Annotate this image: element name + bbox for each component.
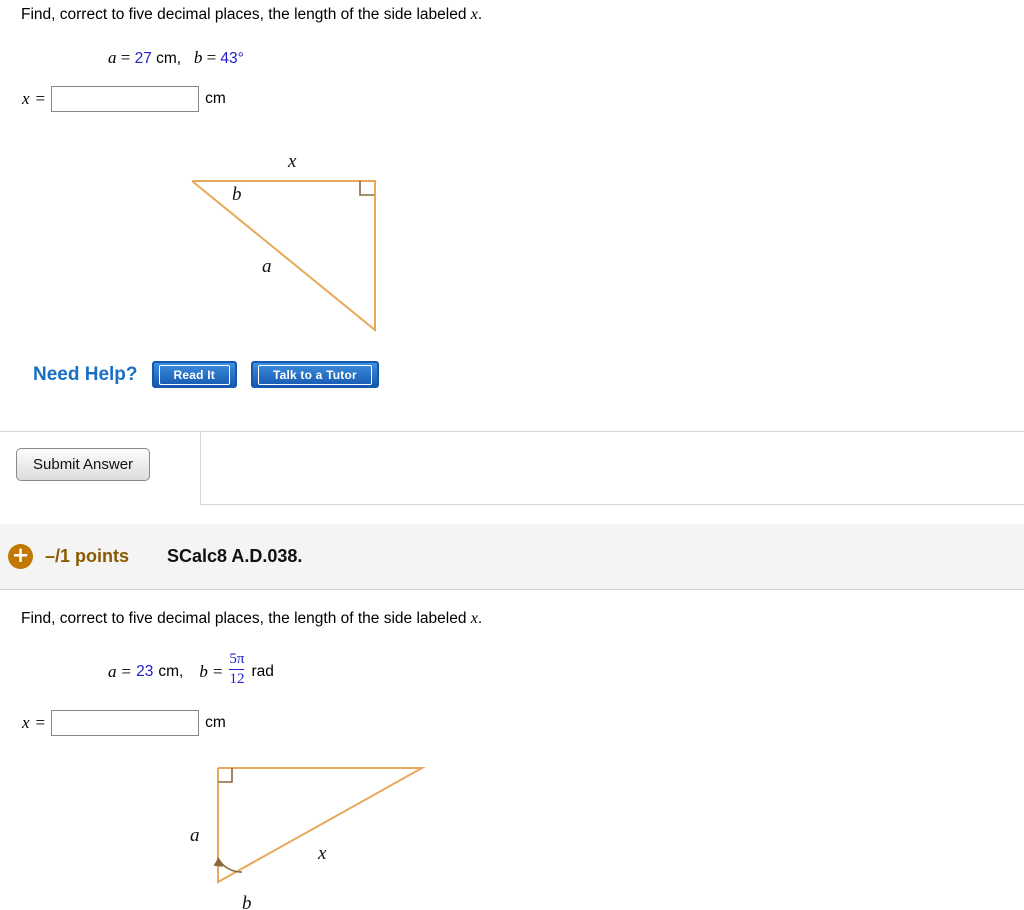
- question-1-figure: [170, 135, 430, 345]
- triangle-diagram-2: [170, 754, 460, 910]
- question-1-prompt-period: .: [477, 6, 483, 23]
- question-1-need-help: [33, 361, 379, 388]
- answer-input-2[interactable]: [51, 710, 199, 736]
- question-2-header: [0, 524, 1024, 590]
- question-1-prompt-text: Find, correct to five decimal places, the length of the side labeled: [21, 6, 471, 23]
- talk-to-tutor-button[interactable]: [251, 361, 379, 388]
- right-angle-marker-1: [360, 181, 374, 195]
- answer-unit-1: cm: [205, 90, 226, 107]
- question-2-prompt-period: .: [477, 610, 483, 627]
- question-1-prompt-variable: x: [470, 6, 478, 23]
- question-2-givens: [108, 651, 274, 691]
- question-2-prompt: [21, 609, 482, 629]
- answer-input-1[interactable]: [51, 86, 199, 112]
- given-b-equals-2: =: [212, 662, 223, 682]
- given-b-fraction: [229, 652, 244, 689]
- fraction-numerator: 5π: [229, 651, 245, 667]
- fraction-denominator: 12: [229, 671, 245, 688]
- given-a-label: a: [108, 48, 117, 67]
- submit-bar: [0, 431, 1024, 505]
- given-b-label-2: b: [199, 662, 208, 682]
- question-1-prompt: [21, 5, 482, 25]
- figure-2-label-x: x: [318, 843, 327, 864]
- question-2-code: SCalc8 A.D.038.: [167, 546, 303, 566]
- answer-unit-2: cm: [205, 714, 226, 731]
- question-2-answer-row: [22, 710, 226, 736]
- question-1-answer-row: [22, 86, 226, 112]
- question-2-points: –/1 points: [45, 546, 130, 566]
- talk-to-tutor-button-label: Talk to a Tutor: [258, 365, 372, 385]
- question-2-prompt-text: Find, correct to five decimal places, the length of the side labeled: [21, 610, 471, 627]
- given-a-unit-2: cm,: [158, 663, 184, 681]
- figure-1-label-x: x: [288, 151, 297, 172]
- submit-answer-button[interactable]: Submit Answer: [16, 448, 150, 481]
- question-1-givens: [108, 48, 244, 68]
- answer-equals: =: [35, 89, 46, 108]
- read-it-button[interactable]: [152, 361, 237, 388]
- figure-2-label-b: b: [242, 893, 252, 910]
- given-a-equals: =: [120, 48, 131, 67]
- given-a-unit: cm,: [156, 50, 182, 67]
- need-help-label: Need Help?: [33, 363, 138, 385]
- right-angle-marker-2: [218, 768, 232, 782]
- answer-label-x-2: x: [22, 713, 30, 732]
- given-a-value: 27: [134, 50, 152, 67]
- given-b-equals: =: [206, 48, 217, 67]
- question-2-figure: [170, 754, 460, 910]
- plus-icon[interactable]: +: [8, 544, 33, 569]
- given-a-equals-2: =: [121, 662, 132, 682]
- answer-label-x: x: [22, 89, 30, 108]
- question-2-prompt-variable: x: [470, 610, 478, 627]
- triangle-outline-2: [218, 768, 422, 882]
- given-b-value: 43°: [220, 50, 244, 67]
- read-it-button-label: Read It: [159, 365, 230, 385]
- answer-equals-2: =: [35, 713, 46, 732]
- given-b-unit-2: rad: [251, 663, 274, 681]
- triangle-diagram-1: [170, 135, 430, 345]
- figure-1-label-b: b: [232, 184, 242, 205]
- figure-1-label-a: a: [262, 256, 272, 277]
- given-a-value-2: 23: [136, 663, 154, 681]
- triangle-outline-1: [192, 181, 375, 330]
- given-a-label-2: a: [108, 662, 117, 682]
- given-b-label: b: [193, 48, 203, 67]
- figure-2-label-a: a: [190, 825, 200, 846]
- fraction-bar: [229, 669, 244, 671]
